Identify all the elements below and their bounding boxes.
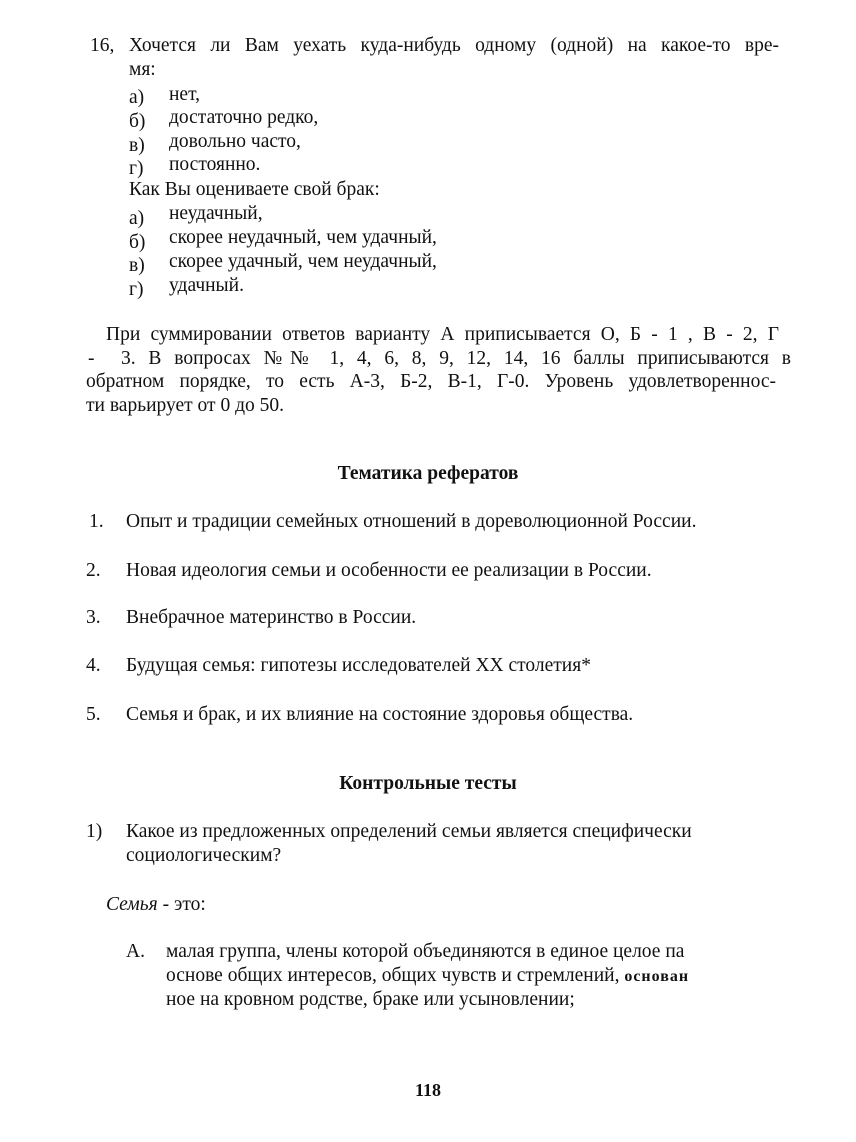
answer-text-line-2 [166,964,689,989]
option-text: неудачный, [169,203,263,224]
question-17-text: Как Вы оцениваете свой брак: [129,179,380,200]
option-letter: а) [129,208,145,229]
answer-text-line-1: малая группа, члены которой объединяются в единое целое па [166,941,685,962]
option-text: удачный. [169,275,244,296]
answer-letter: А. [126,941,145,962]
test-question-text-cont: социологическим? [126,845,282,866]
topic-number: 5. [86,704,101,725]
test-question-number: 1) [86,821,103,842]
option-letter: а) [129,87,145,108]
option-text: скорее удачный, чем неудачный, [169,251,437,272]
topic-number: 4. [86,655,101,676]
topic-number: 2. [86,560,101,581]
topics-heading: Тематика рефератов [337,463,519,484]
scoring-line-4: ти варьирует от 0 до 50. [86,395,284,416]
option-letter: б) [129,111,146,132]
scoring-dash: - [88,348,95,369]
option-letter: в) [129,255,145,276]
question-16-number: 16, [90,35,115,56]
definition-lead-rest: - это: [157,894,206,915]
topic-item: Новая идеология семьи и особенности ее реализации в России. [126,560,652,581]
option-text: нет, [169,84,201,105]
answer-text-part: основе общих интересов, общих чувств и стремлений, [166,965,625,986]
topic-item: Опыт и традиции семейных отношений в дореволюционной России. [126,511,697,532]
option-letter: в) [129,135,145,156]
option-text: скорее неудачный, чем удачный, [169,227,437,248]
topic-number: 1. [89,511,104,532]
question-16-text: Хочется ли Вам уехать куда-нибудь одному (одной) на какое-то вре- [129,35,779,56]
answer-text-bold-part: основан [624,968,690,985]
topic-item: Будущая семья: гипотезы исследователей XX столетия* [126,655,591,676]
definition-lead [106,893,206,917]
scoring-line-1: При суммировании ответов варианту А приписывается О, Б - 1 , В - 2, Г [106,324,779,345]
definition-lead-term: Семья [106,894,158,915]
option-text: достаточно редко, [169,107,319,128]
answer-text-line-3: ное на кровном родстве, браке или усыновлении; [166,989,575,1010]
topic-item: Семья и брак, и их влияние на состояние здоровья общества. [126,704,634,725]
option-letter: г) [129,279,144,300]
topic-number: 3. [86,607,101,628]
option-text: постоянно. [169,154,261,175]
scoring-line-2: 3. В вопросах №№ 1, 4, 6, 8, 9, 12, 14, 16 баллы приписываются в [121,348,791,369]
option-letter: б) [129,232,146,253]
tests-heading: Контрольные тесты [339,773,517,794]
page-number: 118 [414,1080,441,1100]
question-16-text-cont: мя: [129,59,156,80]
scoring-line-3: обратном порядке, то есть А-3, Б-2, В-1, Г-0. Уровень удовлетвореннос- [86,371,776,392]
test-question-text: Какое из предложенных определений семьи является специфически [126,821,692,842]
topic-item: Внебрачное материнство в России. [126,607,417,628]
option-letter: г) [129,158,144,179]
option-text: довольно часто, [169,131,301,152]
